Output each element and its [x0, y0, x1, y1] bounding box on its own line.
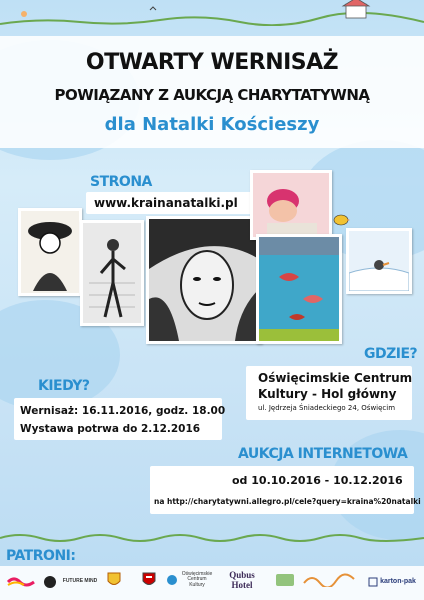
strona-url-link[interactable]: www.krainanatalki.pl [94, 196, 238, 210]
logo-script-brand [300, 572, 358, 588]
kiedy-heading: KIEDY? [38, 378, 90, 394]
logo-ock-label: Oświęcimskie Centrum Kultury [181, 570, 213, 588]
gdzie-heading: GDZIE? [364, 346, 418, 362]
logo-crest-2 [138, 572, 160, 588]
logo-oswiecimskie-centrum-kultury [166, 572, 216, 588]
logo-karton-pak-label: karton-pak [380, 578, 416, 586]
gdzie-venue-line1: Oświęcimskie Centrum [258, 371, 413, 385]
photo-portrait-bw [146, 216, 262, 344]
aukcja-link[interactable]: na http://charytatywni.allegro.pl/cele?query=kraina%20natalki [154, 497, 421, 506]
logo-head-silhouette [42, 574, 58, 590]
gdzie-venue-line2: Kultury - Hol główny [258, 387, 397, 401]
logo-future-mind: FUTURE MIND [62, 578, 98, 585]
logo-colorful-swirl [4, 574, 38, 590]
patroni-heading: PATRONI: [6, 548, 76, 564]
bottom-grass-decoration [0, 528, 424, 544]
kiedy-wernisaz-date: Wernisaż: 16.11.2016, godz. 18.00 [20, 405, 226, 417]
photo-figure-sketch [80, 220, 144, 326]
photo-blue-painting [256, 234, 342, 344]
strona-heading: STRONA [90, 174, 152, 190]
bird-decoration [332, 212, 350, 226]
logo-qubus-hotel: Qubus Hotel [229, 570, 255, 590]
gdzie-address: ul. Jędrzeja Śniadeckiego 24, Oświęcim [258, 404, 396, 412]
logo-karton-pak [364, 574, 420, 590]
logo-crest-3 [272, 572, 298, 588]
title-otwarty-wernisaz: OTWARTY WERNISAŻ [85, 50, 339, 75]
subtitle-aukcja-charytatywna: POWIĄZANY Z AUKCJĄ CHARYTATYWNĄ [54, 86, 370, 104]
aukcja-heading: AUKCJA INTERNETOWA [238, 446, 408, 462]
kiedy-wystawa-end: Wystawa potrwa do 2.12.2016 [20, 423, 201, 435]
photo-woman-hat [18, 208, 82, 296]
aukcja-dates: od 10.10.2016 - 10.12.2016 [232, 474, 403, 487]
subtitle-dla-natalki: dla Natalki Kościeszy [104, 114, 320, 135]
top-grass-decoration [0, 0, 424, 26]
logo-crest-1 [104, 572, 124, 588]
photo-winter-landscape [346, 228, 412, 294]
photo-baby-hat [250, 170, 332, 240]
